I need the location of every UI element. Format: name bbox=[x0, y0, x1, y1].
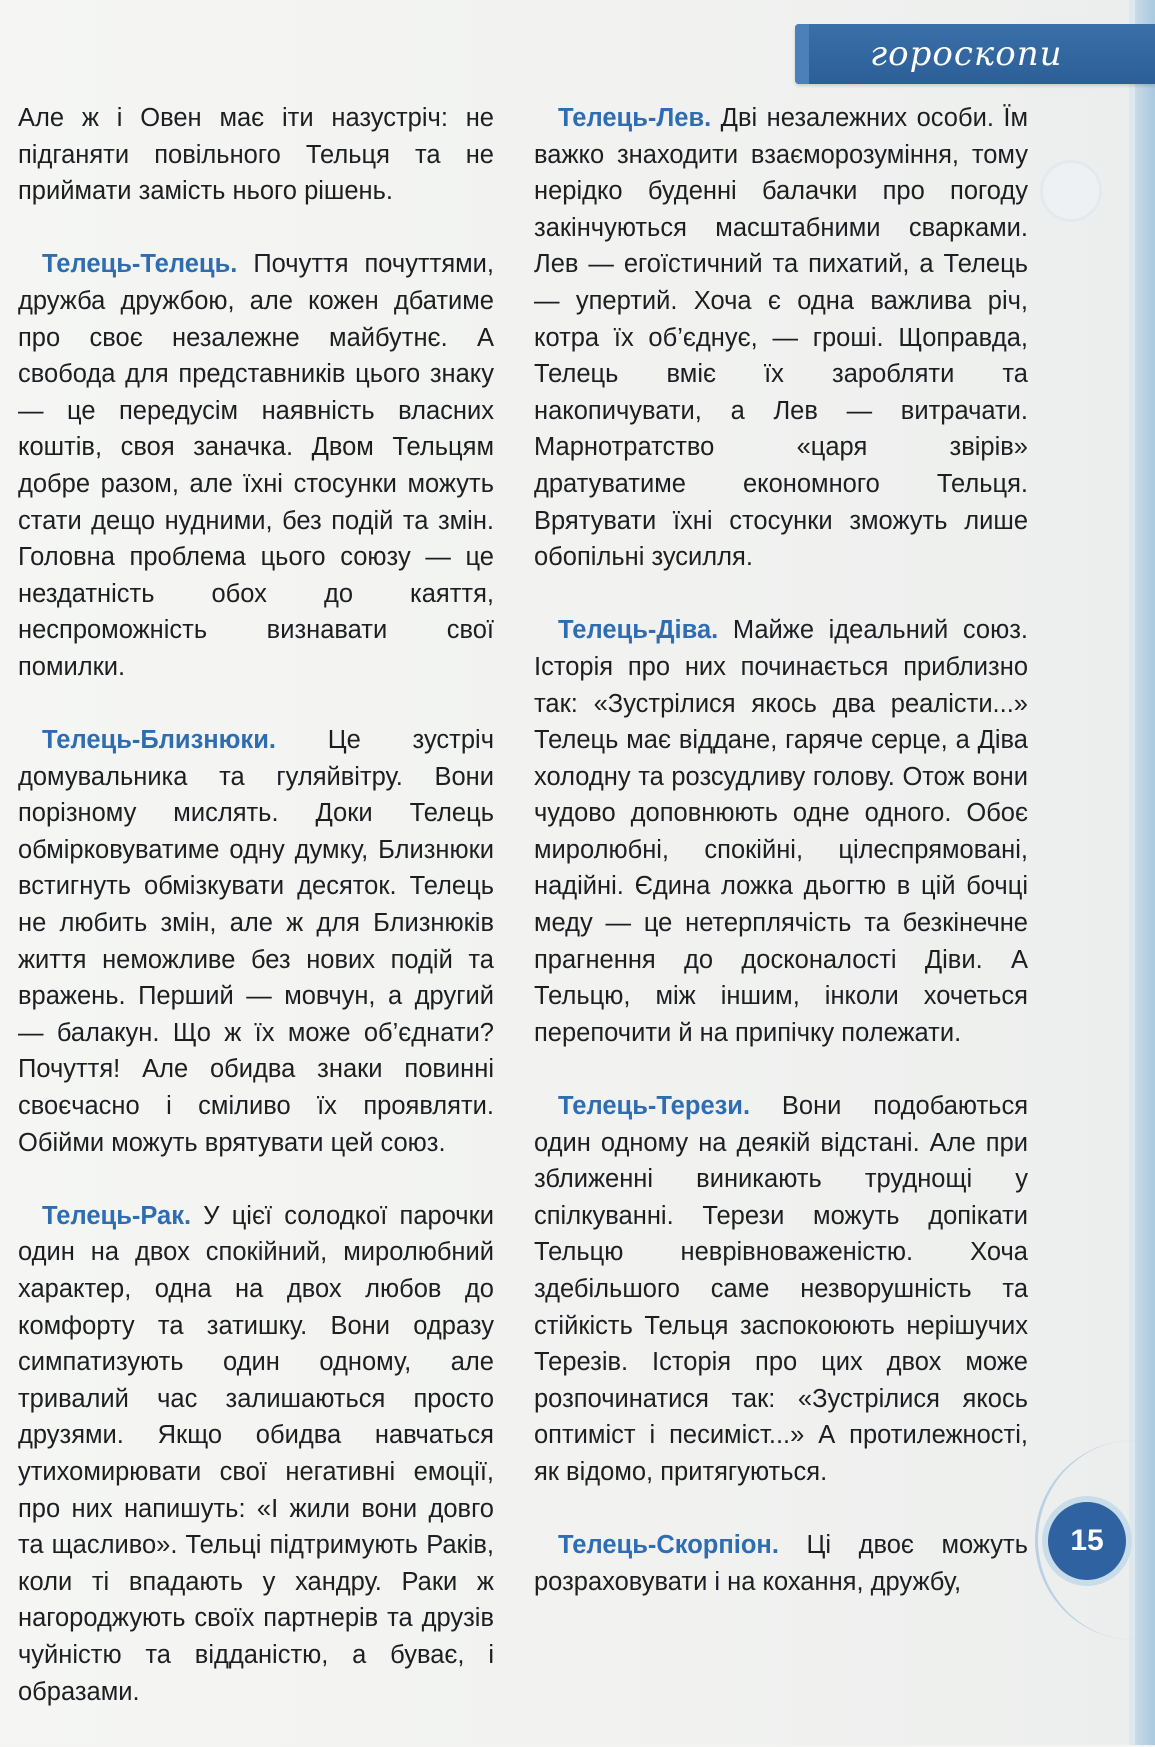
paragraph-body: Ці двоє можуть розраховувати і на кохання, дружбу, bbox=[534, 1531, 1028, 1596]
left-column bbox=[18, 100, 494, 1747]
paragraph-taurus-cancer bbox=[18, 1198, 494, 1710]
paragraph-body: Майже ідеальний союз. Історія про них починається приблизно так: «Зустрілися якось два реалісти...» Телець має віддане, гаряче серце, а Діва холодну та розсудливу голову. Отож вони чудово доповнюють одне одного. Обоє миролюбні, спокійні, цілеспрямовані, надійні. Єдина ложка дьогтю в цій бочці меду — це нетерплячість та безкінечне прагнення до досконалості Діви. А Тельцю, між іншим, інколи хочеться перепочити й на припічку полежати. bbox=[534, 616, 1028, 1047]
paragraph-heading: Телець-Лев. bbox=[558, 104, 712, 132]
right-column bbox=[534, 100, 1028, 1637]
paragraph-heading: Телець-Діва. bbox=[558, 616, 719, 645]
section-header-tab-tail bbox=[795, 24, 809, 84]
paragraph-heading: Телець-Близнюки. bbox=[42, 726, 276, 755]
paragraph-taurus-virgo bbox=[534, 612, 1028, 1051]
paragraph-heading: Телець-Телець. bbox=[42, 250, 238, 279]
paragraph-taurus-gemini bbox=[18, 722, 494, 1161]
paragraph-body: Почуття почуттями, дружба дружбою, але кожен дбатиме про своє незалежне майбутнє. А свобода для представників цього знаку — це передусім наявність власних коштів, своя заначка. Двом Тельцям добре разом, але їхні стосунки можуть стати дещо нудними, без подій та змін. Головна проблема цього союзу — це нездатність обох до каяття, неспроможність визнавати свої помилки. bbox=[18, 250, 494, 681]
paragraph-body: Вони подобаються один одному на деякій відстані. Але при зближенні виникають труднощі у спілкуванні. Терези можуть допікати Тельцю неврівноваженістю. Хоча здебільшого саме незворушність та стійкість Тельця заспокоюють нерішучих Терезів. Історія про цих двох може розпочинатися так: «Зустрілися якось оптиміст і песиміст...» А протилежності, як відомо, притягуються. bbox=[534, 1092, 1028, 1486]
paragraph-taurus-libra bbox=[534, 1088, 1028, 1491]
paragraph-taurus-taurus bbox=[18, 246, 494, 685]
paragraph-taurus-scorpio bbox=[534, 1527, 1028, 1600]
paragraph-body: У цієї солодкої парочки один на двох спокійний, миролюбний характер, одна на двох любов до комфорту та затишку. Вони одразу симпатизують один одному, але тривалий час залишаються просто друзями. Якщо обидва навчаться утихомирювати свої негативні емоції, про них напишуть: «І жили вони довго та щасливо». Тельці підтримують Раків, коли ті впадають у хандру. Раки ж нагороджують своїх партнерів та друзів чуйністю та відданістю, а буває, і образами. bbox=[18, 1201, 494, 1706]
paragraph-body: Дві незалежних особи. Їм важко знаходити взаєморозуміння, тому нерідко буденні балачки про погоду закінчуються масштабними сварками. Лев — егоїстичний та пихатий, а Телець — упертий. Хоча є одна важлива річ, котра їх об’єднує, — гроші. Щоправда, Телець вміє їх заробляти та накопичувати, а Лев — витрачати. Марнотратство «царя звірів» дратуватиме економного Тельця. Врятувати їхні стосунки зможуть лише обопільні зусилля. bbox=[534, 104, 1028, 572]
paragraph-continuation bbox=[18, 100, 494, 210]
decorative-circle bbox=[1040, 160, 1102, 222]
paragraph-body: Але ж і Овен має іти назустріч: не підганяти повільного Тельця та не приймати замість нього рішень. bbox=[18, 104, 494, 206]
paragraph-heading: Телець-Рак. bbox=[42, 1201, 192, 1230]
paragraph-taurus-leo bbox=[534, 100, 1028, 576]
section-title: гороскопи bbox=[870, 34, 1063, 74]
paragraph-heading: Телець-Скорпіон. bbox=[558, 1531, 779, 1560]
page-number: 15 bbox=[1048, 1502, 1126, 1580]
paragraph-body: Це зустріч домувальника та гуляйвітру. Вони порізному мислять. Доки Телець обмірковуватиме одну думку, Близнюки встигнуть обмізкувати десяток. Телець не любить змін, але ж для Близнюків життя неможливе без нових подій та вражень. Перший — мовчун, а другий — балакун. Що ж їх може об’єднати? Почуття! Але обидва знаки повинні своєчасно і сміливо їх проявляти. Обійми можуть врятувати цей союз. bbox=[18, 726, 494, 1157]
paragraph-heading: Телець-Терези. bbox=[558, 1092, 751, 1121]
